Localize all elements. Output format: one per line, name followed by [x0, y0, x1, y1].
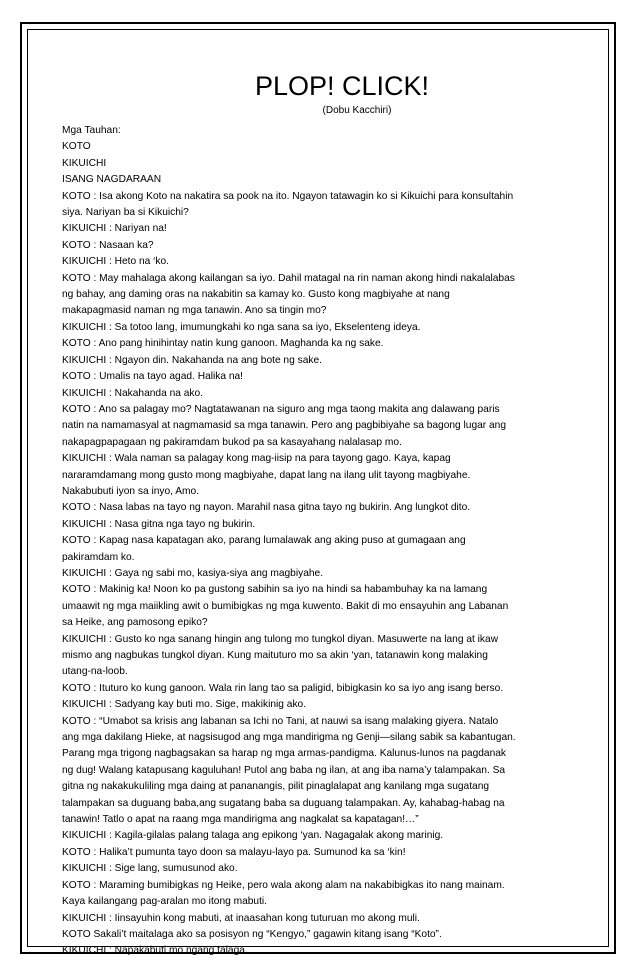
text-line: KOTO : Isa akong Koto na nakatira sa pook na ito. Ngayon tatawagin ko si Kikuichi para konsultahin [62, 190, 514, 202]
text-line: KIKUICHI : Sige lang, sumusunod ako. [62, 863, 238, 875]
text-line: KOTO : Umalis na tayo agad. Halika na! [62, 371, 244, 383]
text-line: KIKUICHI : Iinsayuhin kong mabuti, at inaasahan kong tuturuan mo akong muli. [62, 912, 420, 924]
text-line: KOTO : “Umabot sa krisis ang labanan sa Ichi no Tani, at nauwi sa isang malaking giyera. Natalo [62, 715, 499, 727]
text-line: KIKUICHI : Wala naman sa palagay kong mag-iisip na para tayong gago. Kaya, kapag [62, 453, 451, 465]
text-line: mismo ang nagbukas tungkol diyan. Kung maituturo mo sa akin ‘yan, tatanawin kong malaking [62, 650, 488, 661]
text-line: utang-na-loob. [62, 666, 128, 678]
text-line: KIKUICHI : Nasa gitna nga tayo ng bukirin. [62, 518, 256, 530]
text-line: KOTO : Makinig ka! Noon ko pa gustong sabihin sa iyo na hindi sa habambuhay ka na lamang [62, 584, 488, 596]
page-title: PLOP! CLICK! [254, 71, 430, 101]
text-line: Nakabubuti iyon sa inyo, Amo. [62, 485, 200, 497]
document-body [62, 70, 582, 960]
text-line: KIKUICHI : Gusto ko nga sanang hingin ang tulong mo tungkol diyan. Masuwerte na lang at ikaw [62, 633, 499, 645]
text-line: KOTO : Ano sa palagay mo? Nagtatawanan na siguro ang mga taong makita ang dalawang paris [62, 403, 500, 415]
text-line: KOTO : Halika’t pumunta tayo doon sa malayu-layo pa. Sumunod ka sa ‘kin! [62, 846, 406, 858]
text-line: Mga Tauhan: [62, 125, 121, 136]
text-line: KIKUICHI : Heto na ‘ko. [62, 256, 170, 268]
text-line: ang mga dakilang Hieke, at nagsisugod ang mga mandirigma ng Genji—silang sabik sa kabantugan. [62, 732, 516, 744]
text-line: tanawin! Tatlo o apat na raang mga mandirigma ang nagkalat sa kapatagan!…” [62, 814, 419, 826]
text-line: KIKUICHI : Kagila-gilalas palang talaga ang epikong ‘yan. Nagagalak akong marinig. [62, 830, 444, 842]
text-line: KOTO : Nasa labas na tayo ng nayon. Marahil nasa gitna tayo ng bukirin. Ang lungkot dito. [62, 502, 471, 514]
text-line: KIKUICHI : Napakabuti mo ngang talaga. [62, 945, 248, 957]
page-subtitle: (Dobu Kacchiri) [322, 105, 392, 116]
text-line: pakiramdam ko. [62, 551, 135, 563]
text-line: KIKUICHI [62, 157, 107, 169]
script-text [62, 123, 582, 960]
text-line: nakapagpapagaan ng pakiramdam bukod pa sa kasayahang nalalasap mo. [62, 436, 402, 448]
text-line: Parang mga trigong nagbagsakan sa harap ng mga armas-pandigma. Kalunus-lunos na pagdanak [62, 748, 507, 760]
text-line: KIKUICHI : Nariyan na! [62, 223, 167, 235]
text-line: KOTO : Ano pang hinihintay natin kung ganoon. Maghanda ka ng sake. [62, 338, 384, 350]
text-line: natin na namamasyal at nagmamasid sa mga tanawin. Pero ang pagbibiyahe sa bagong lugar ang [62, 420, 507, 432]
text-line: KIKUICHI : Nakahanda na ako. [62, 387, 204, 399]
text-line: siya. Nariyan ba si Kikuichi? [62, 207, 189, 219]
text-line: Kaya kailangang pag-aralan mo itong mabuti. [62, 896, 268, 908]
text-line: KOTO [62, 141, 91, 153]
text-line: makapagmasid naman ng mga tanawin. Ano sa tingin mo? [62, 305, 327, 317]
text-line: talampakan sa duguang baba,ang sugatang baba sa duguang talampakan. Ay, kahabag-habag na [62, 797, 505, 809]
text-line: KIKUICHI : Ngayon din. Nakahanda na ang bote ng sake. [62, 354, 322, 366]
text-line: KIKUICHI : Sadyang kay buti mo. Sige, makikinig ako. [62, 699, 307, 711]
text-line: ng dug! Walang katapusang kaguluhan! Putol ang baba ng ilan, at ang iba nama’y talampakan. Sa [62, 764, 506, 776]
text-line: KIKUICHI : Sa totoo lang, imumungkahi ko nga sana sa iyo, Ekselenteng ideya. [62, 321, 421, 333]
text-line: nararamdamang mong gusto mong magbiyahe, dapat lang na ilang ulit tayong magbiyahe. [62, 469, 471, 481]
text-line: umaawit ng mga maiikling awit o bumibigkas ng mga kuwento. Bakit di mo ensayuhin ang Labanan [62, 600, 509, 612]
text-line: sa Heike, ang pamosong epiko? [62, 617, 208, 629]
text-line: ISANG NAGDARAAN [62, 174, 162, 186]
text-line: gitna ng nakakukuliling mga daing at pananangis, pilit pinaglalapat ang kanilang mga sugatang [62, 781, 490, 793]
text-line: KOTO : Nasaan ka? [62, 239, 154, 251]
text-line: ng bahay, ang daming oras na nakabitin sa kamay ko. Gusto kong magbiyahe at nang [62, 289, 450, 301]
text-line: KOTO : May mahalaga akong kailangan sa iyo. Dahil matagal na rin naman akong hindi nakalalabas [62, 272, 515, 284]
text-line: KOTO : Maraming bumibigkas ng Heike, pero wala akong alam na nakabibigkas ito nang mainam. [62, 879, 505, 891]
text-line: KIKUICHI : Gaya ng sabi mo, kasiya-siya ang magbiyahe. [62, 567, 324, 579]
text-line: KOTO : Kapag nasa kapatagan ako, parang lumalawak ang aking puso at gumagaan ang [62, 535, 466, 547]
text-line: KOTO Sakali’t maitalaga ako sa posisyon ng “Kengyo,” gagawin kitang isang “Koto”. [62, 928, 442, 940]
text-line: KOTO : Ituturo ko kung ganoon. Wala rin lang tao sa paligid, bibigkasin ko sa iyo ang isang berso. [62, 682, 504, 694]
